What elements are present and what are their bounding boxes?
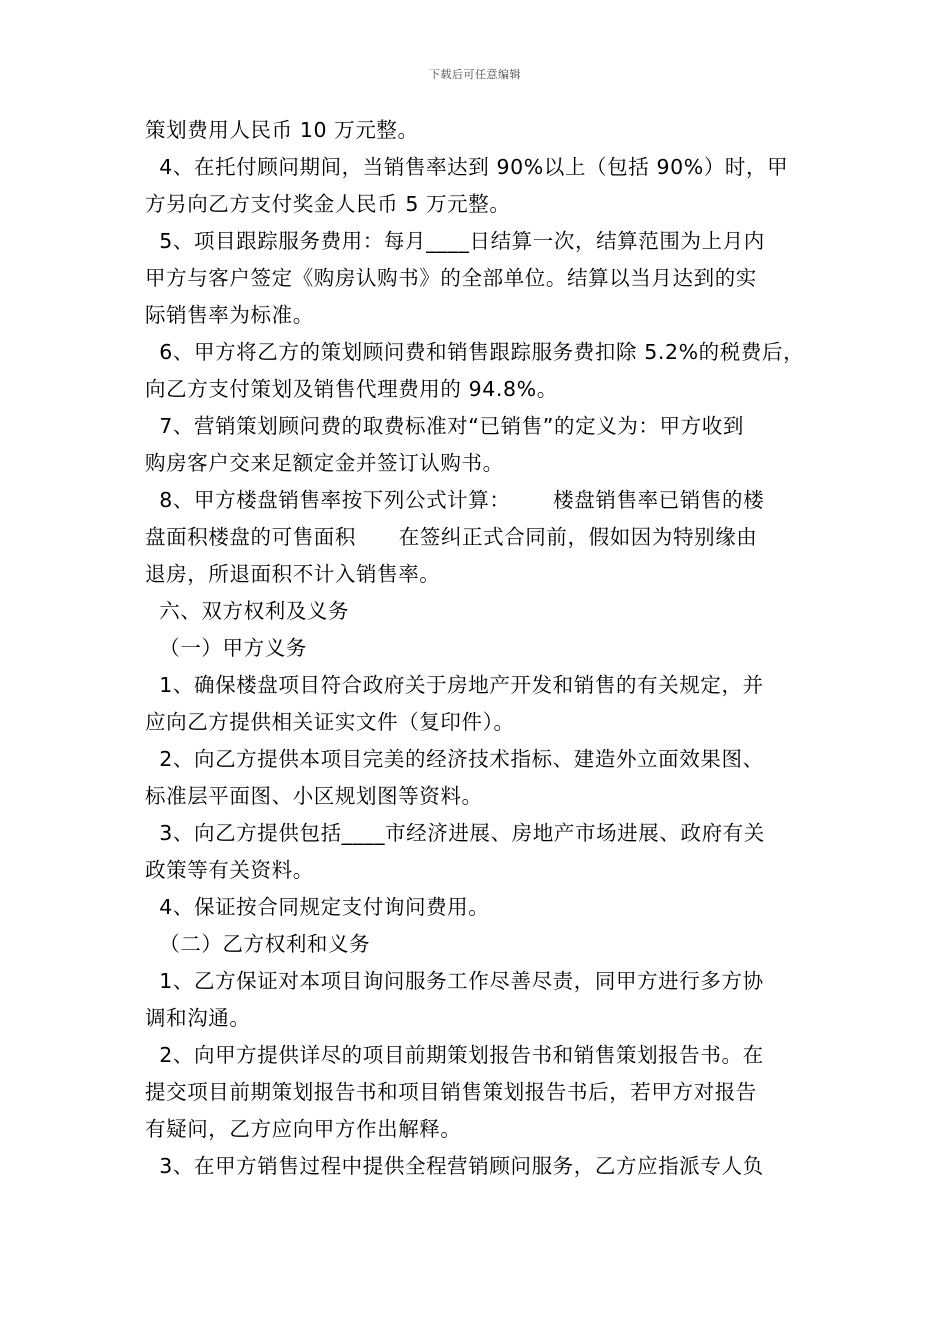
text-line: 有疑问，乙方应向甲方作出解释。 [145, 1117, 462, 1141]
text-line: 标准层平面图、小区规划图等资料。 [145, 784, 483, 808]
text-line: 1、乙方保证对本项目询问服务工作尽善尽责，同甲方进行多方协 [145, 969, 764, 993]
text-line: 调和沟通。 [145, 1006, 251, 1030]
text-line: 际销售率为标准。 [145, 303, 314, 327]
text-line: 4、保证按合同规定支付询问费用。 [145, 895, 490, 919]
text-line: 应向乙方提供相关证实文件（复印件）。 [145, 710, 515, 734]
page-header: 下载后可任意编辑 [429, 68, 521, 81]
text-line: 向乙方支付策划及销售代理费用的 94.8%。 [145, 377, 558, 401]
text-line: 甲方与客户签定《购房认购书》的全部单位。结算以当月达到的实 [145, 266, 757, 290]
text-line: 6、甲方将乙方的策划顾问费和销售跟踪服务费扣除 5.2%的税费后， [145, 340, 805, 364]
text-line: 提交项目前期策划报告书和项目销售策划报告书后，若甲方对报告 [145, 1080, 757, 1104]
text-line: 策划费用人民币 10 万元整。 [145, 118, 419, 142]
subsection-heading: （二）乙方权利和义务 [145, 932, 371, 956]
text-line: 3、在甲方销售过程中提供全程营销顾问服务，乙方应指派专人负 [145, 1154, 764, 1178]
text-line: 8、甲方楼盘销售率按下列公式计算： 楼盘销售率已销售的楼 [145, 488, 765, 512]
text-line: 方另向乙方支付奖金人民币 5 万元整。 [145, 192, 511, 216]
text-line: 2、向甲方提供详尽的项目前期策划报告书和销售策划报告书。在 [145, 1043, 764, 1067]
text-line: 2、向乙方提供本项目完美的经济技术指标、建造外立面效果图、 [145, 747, 764, 771]
section-heading: 六、双方权利及义务 [145, 599, 350, 623]
text-line: 1、确保楼盘项目符合政府关于房地产开发和销售的有关规定，并 [145, 673, 764, 697]
text-line: 5、项目跟踪服务费用：每月____日结算一次，结算范围为上月内 [145, 229, 765, 253]
text-line: 购房客户交来足额定金并签订认购书。 [145, 451, 504, 475]
text-line: 4、在托付顾问期间，当销售率达到 90%以上（包括 90%）时，甲 [145, 155, 789, 179]
document-body [145, 112, 810, 1185]
subsection-heading: （一）甲方义务 [145, 636, 307, 660]
text-line: 退房，所退面积不计入销售率。 [145, 562, 441, 586]
text-line: 盘面积楼盘的可售面积 在签纠正式合同前，假如因为特别缘由 [145, 525, 758, 549]
text-line: 3、向乙方提供包括____市经济进展、房地产市场进展、政府有关 [145, 821, 765, 845]
text-line: 7、营销策划顾问费的取费标准对“已销售”的定义为：甲方收到 [145, 414, 744, 438]
text-line: 政策等有关资料。 [145, 858, 314, 882]
